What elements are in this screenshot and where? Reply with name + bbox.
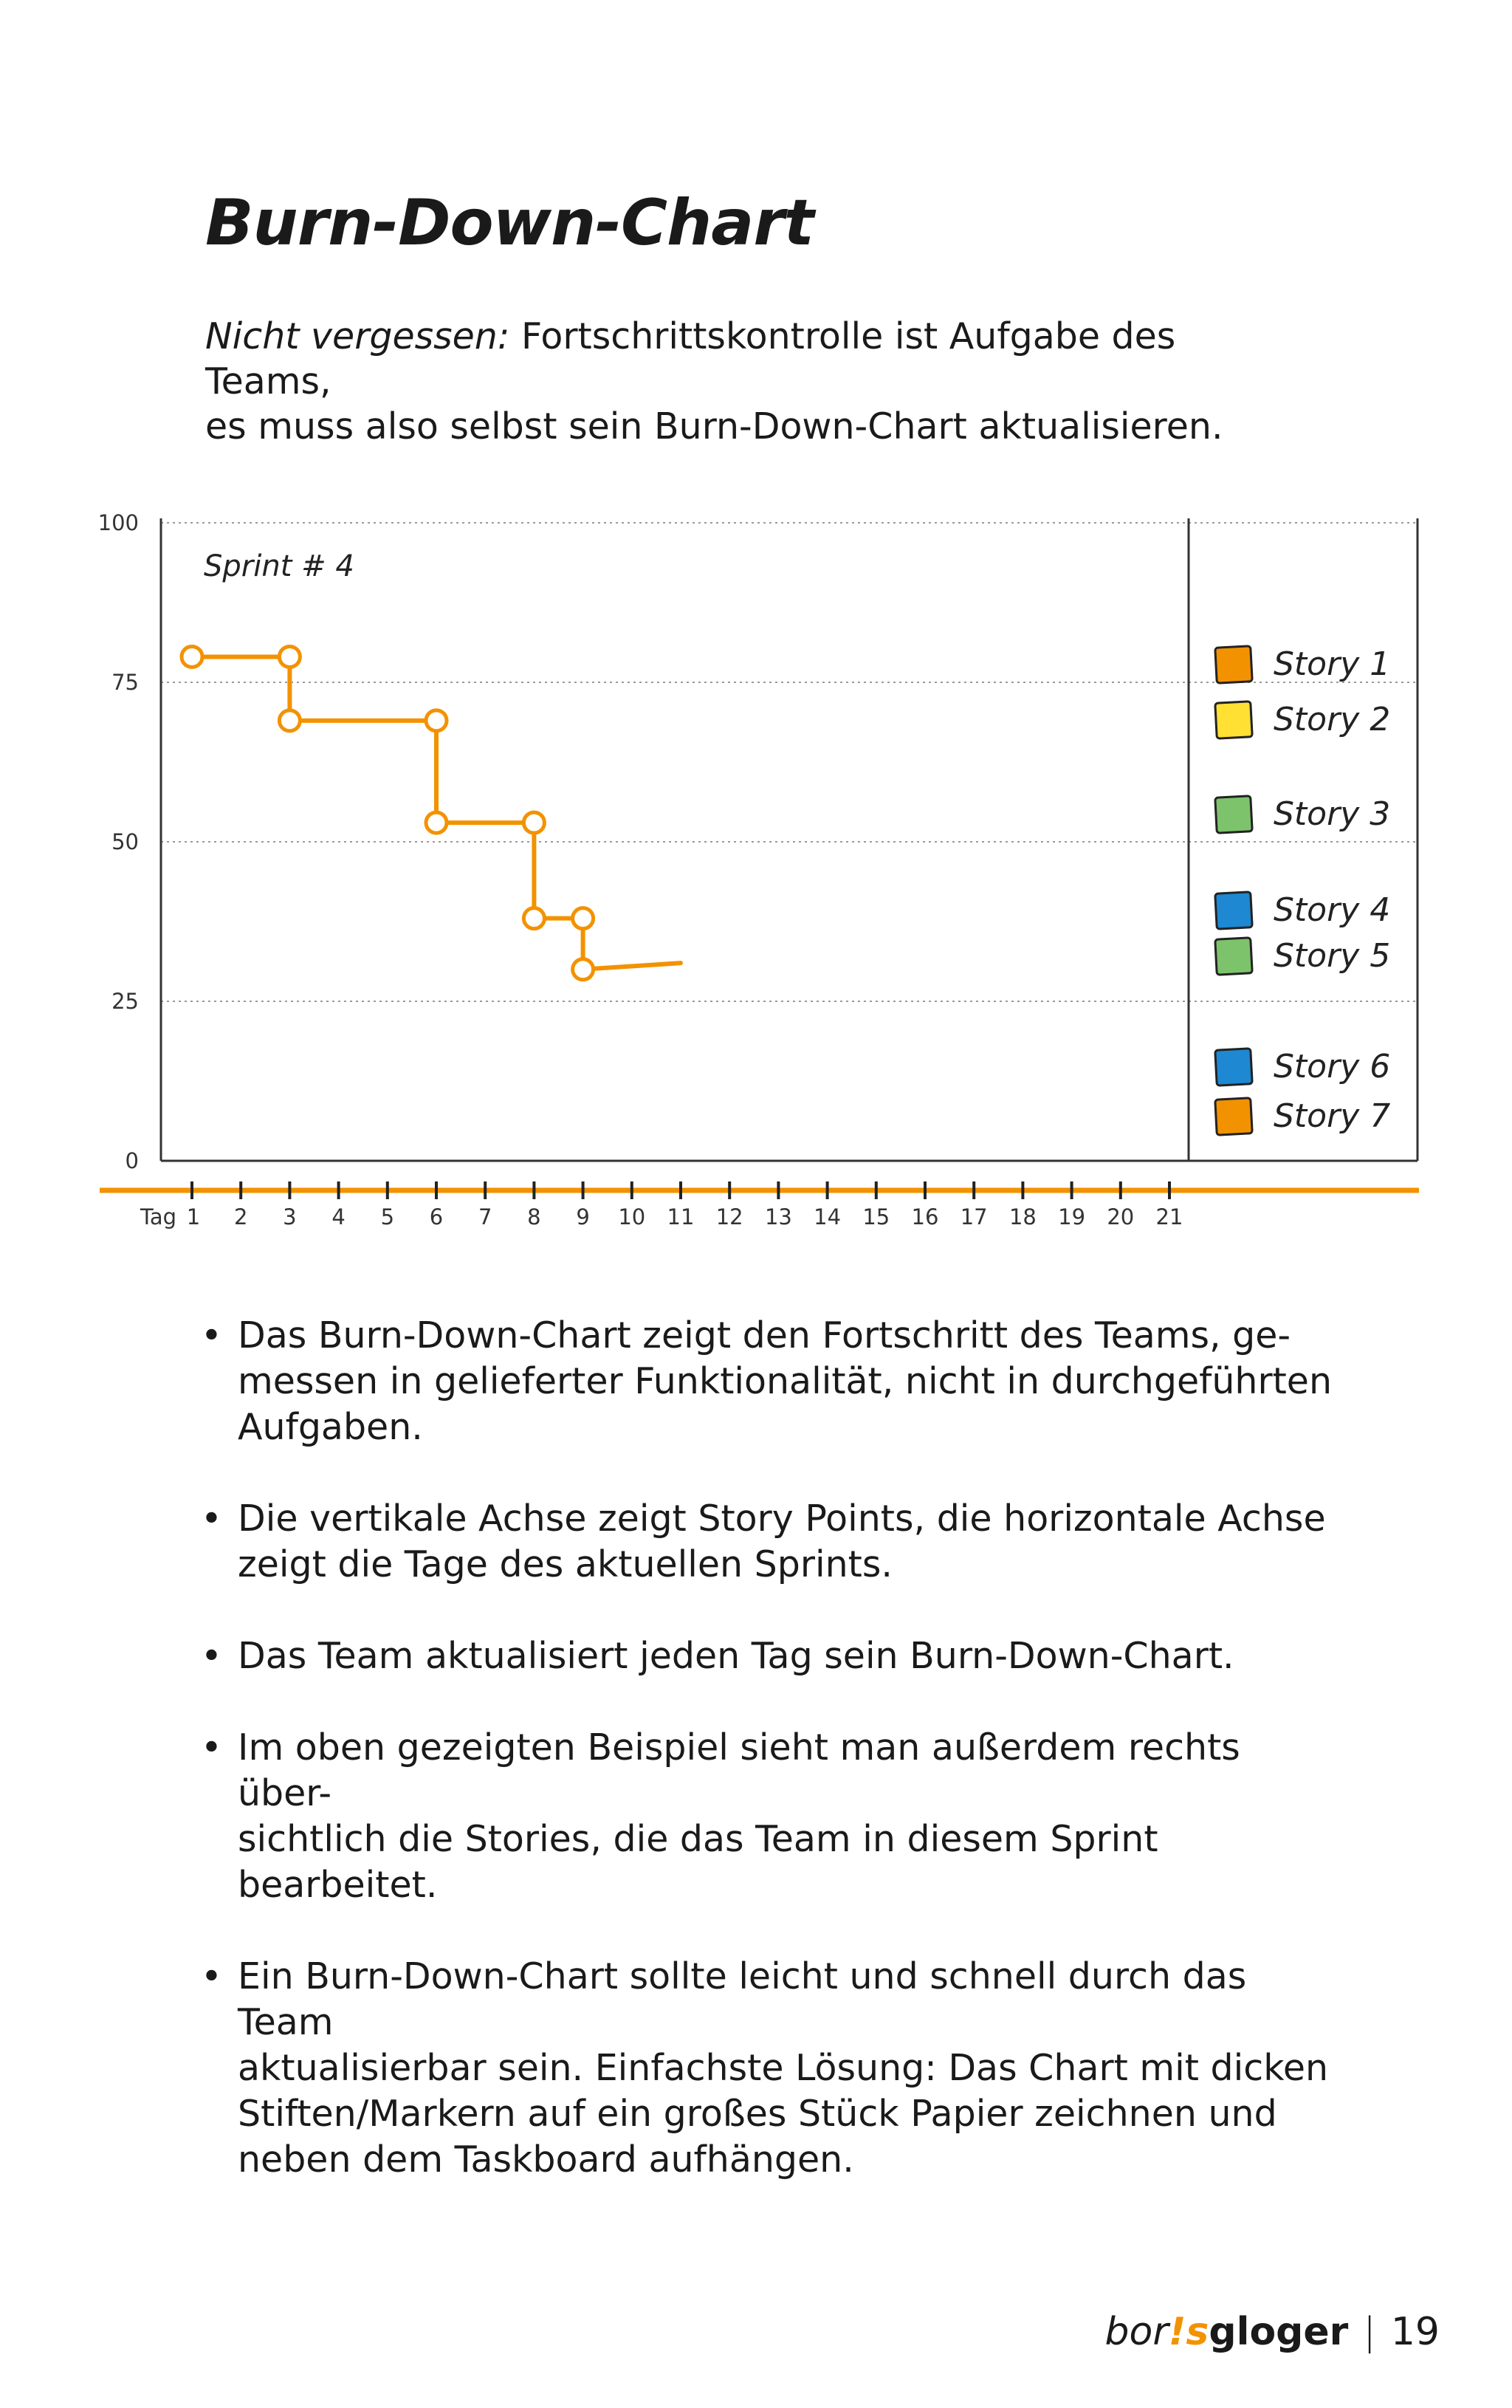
bullet-line: Das Team aktualisiert jeden Tag sein Burn-Down-Chart. — [238, 1635, 1234, 1677]
bullet-dot: • — [201, 1314, 222, 1356]
x-tick-label: 1 — [186, 1204, 201, 1229]
x-tick-label: 5 — [380, 1204, 395, 1229]
x-tick-label: 12 — [715, 1204, 743, 1229]
bullet-item — [201, 1725, 1338, 1908]
x-tick-label: 16 — [911, 1204, 939, 1229]
x-tick-label: 2 — [233, 1204, 248, 1229]
data-point — [523, 908, 544, 929]
sticky-note-swatch — [1215, 1049, 1252, 1085]
bullet-line: Stiften/Markern auf ein großes Stück Papier zeichnen und — [238, 2093, 1277, 2135]
y-tick-label: 75 — [111, 670, 139, 695]
sticky-note-swatch — [1215, 702, 1252, 738]
bullet-line: zeigt die Tage des aktuellen Sprints. — [238, 1543, 893, 1585]
data-point — [426, 710, 447, 731]
brand-logo-mark: !s — [1168, 2310, 1209, 2354]
bullet-item — [201, 1313, 1338, 1450]
brand-logo-name: gloger — [1209, 2310, 1349, 2354]
legend-item — [1215, 1048, 1390, 1085]
bullet-dot: • — [201, 1955, 222, 1997]
x-tick-label: 20 — [1107, 1204, 1135, 1229]
x-tick-label: 19 — [1058, 1204, 1086, 1229]
legend-item — [1215, 701, 1390, 738]
x-tick-label: 9 — [576, 1204, 590, 1229]
data-point — [279, 710, 300, 731]
bullet-item — [201, 1633, 1338, 1679]
y-tick-label: 50 — [111, 829, 139, 854]
bullet-dot: • — [201, 1498, 222, 1540]
bullet-line: messen in gelieferter Funktionalität, nicht in durchgeführten — [238, 1360, 1333, 1402]
legend-label: Story 2 — [1274, 701, 1391, 738]
sticky-note-swatch — [1215, 796, 1252, 833]
burn-down-chart — [0, 502, 1512, 1241]
legend-label: Story 6 — [1274, 1048, 1391, 1085]
x-axis-label: Tag — [140, 1204, 177, 1229]
page-title: Burn-Down-Chart — [205, 186, 814, 260]
x-tick-label: 10 — [618, 1204, 646, 1229]
intro-text-2: es muss also selbst sein Burn-Down-Chart aktualisieren. — [205, 405, 1223, 447]
x-tick-label: 8 — [527, 1204, 541, 1229]
legend-item — [1215, 795, 1390, 833]
x-tick-label: 18 — [1008, 1204, 1037, 1229]
brand-logo — [1105, 2310, 1349, 2354]
data-point — [573, 959, 594, 980]
x-tick-label: 6 — [429, 1204, 444, 1229]
legend-label: Story 1 — [1274, 645, 1391, 683]
data-point — [182, 646, 202, 667]
intro-line-1 — [205, 314, 1313, 404]
x-tick-label: 17 — [960, 1204, 988, 1229]
sticky-note-swatch — [1215, 892, 1252, 929]
bullet-dot: • — [201, 1635, 222, 1677]
x-tick-label: 14 — [814, 1204, 842, 1229]
y-tick-label: 25 — [111, 989, 139, 1014]
sticky-note-swatch — [1215, 1098, 1252, 1135]
x-tick-label: 7 — [478, 1204, 492, 1229]
bullet-line: Im oben gezeigten Beispiel sieht man außerdem rechts über- — [238, 1726, 1240, 1814]
x-tick-label: 15 — [862, 1204, 890, 1229]
page-number: 19 — [1390, 2310, 1440, 2354]
legend-label: Story 3 — [1274, 795, 1391, 833]
data-point — [279, 646, 300, 667]
x-tick-label: 4 — [331, 1204, 346, 1229]
y-tick-label: 0 — [125, 1148, 139, 1173]
bullet-line: Aufgaben. — [238, 1406, 423, 1448]
intro-emphasis: Nicht vergessen: — [205, 315, 510, 357]
sticky-note-swatch — [1215, 646, 1252, 683]
bullet-line: Ein Burn-Down-Chart sollte leicht und schnell durch das Team — [238, 1955, 1247, 2043]
bullet-item — [201, 1496, 1338, 1588]
legend-item — [1215, 891, 1390, 929]
page-footer — [1105, 2310, 1440, 2354]
legend-item — [1215, 1097, 1390, 1135]
bullet-dot: • — [201, 1726, 222, 1769]
sticky-note-swatch — [1215, 938, 1252, 975]
intro-text-1: Fortschrittskontrolle ist Aufgabe des Teams, — [205, 315, 1176, 402]
y-tick-label: 100 — [97, 510, 139, 535]
legend-item — [1215, 645, 1390, 683]
legend-label: Story 7 — [1274, 1097, 1391, 1135]
x-tick-label: 21 — [1155, 1204, 1183, 1229]
bullet-line: Die vertikale Achse zeigt Story Points, die horizontale Achse — [238, 1498, 1326, 1540]
brand-logo-part-1: bor — [1104, 2310, 1169, 2354]
legend-label: Story 5 — [1274, 937, 1391, 975]
chart-title: Sprint # 4 — [204, 549, 354, 583]
x-tick-label: 3 — [283, 1204, 297, 1229]
footer-separator: | — [1363, 2310, 1376, 2354]
x-tick-label: 11 — [667, 1204, 695, 1229]
legend-label: Story 4 — [1274, 891, 1391, 929]
bullet-line: aktualisierbar sein. Einfachste Lösung: Das Chart mit dicken — [238, 2047, 1329, 2089]
intro-paragraph — [205, 314, 1313, 449]
bullet-line: neben dem Taskboard aufhängen. — [238, 2138, 854, 2181]
legend-item — [1215, 937, 1390, 975]
data-point — [426, 812, 447, 833]
data-point — [523, 812, 544, 833]
bullet-list — [201, 1313, 1338, 2229]
data-point — [573, 908, 594, 929]
bullet-item — [201, 1954, 1338, 2183]
bullet-line: Das Burn-Down-Chart zeigt den Fortschritt des Teams, ge- — [238, 1314, 1291, 1356]
bullet-line: sichtlich die Stories, die das Team in diesem Sprint bearbeitet. — [238, 1818, 1158, 1906]
x-tick-label: 13 — [764, 1204, 792, 1229]
